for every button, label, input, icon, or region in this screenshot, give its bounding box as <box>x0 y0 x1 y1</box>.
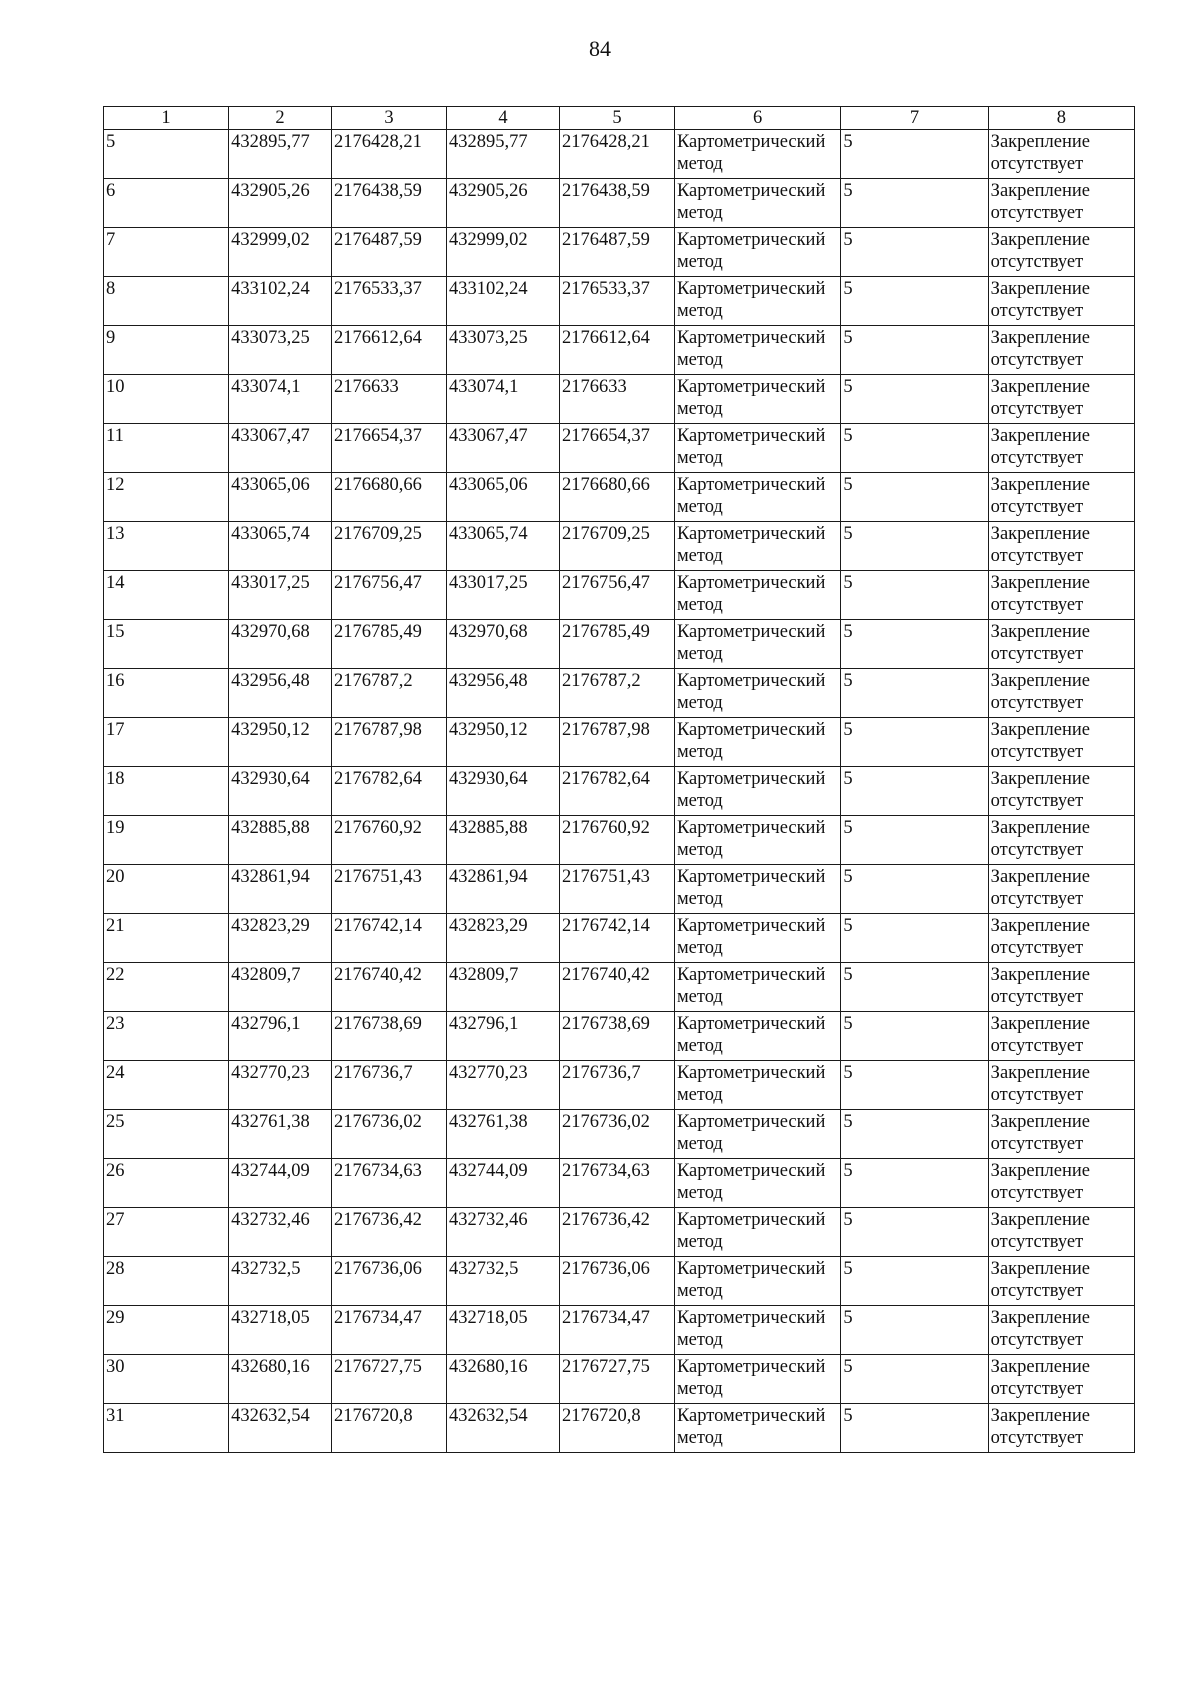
y-refined-cell: 2176734,63 <box>559 1159 674 1208</box>
fixing-cell: Закрепление отсутствует <box>988 1208 1134 1257</box>
accuracy-cell: 5 <box>841 669 988 718</box>
x-refined-cell: 432950,12 <box>446 718 559 767</box>
fixing-cell: Закрепление отсутствует <box>988 1306 1134 1355</box>
fixing-cell: Закрепление отсутствует <box>988 1159 1134 1208</box>
x-refined-cell: 432970,68 <box>446 620 559 669</box>
y-existing-cell: 2176738,69 <box>331 1012 446 1061</box>
y-existing-cell: 2176740,42 <box>331 963 446 1012</box>
method-cell: Картометрический метод <box>674 669 840 718</box>
accuracy-cell: 5 <box>841 963 988 1012</box>
y-refined-cell: 2176720,8 <box>559 1404 674 1453</box>
x-existing-cell: 432930,64 <box>229 767 332 816</box>
table-row <box>104 816 1135 865</box>
table-row <box>104 865 1135 914</box>
point-number-cell: 12 <box>104 473 229 522</box>
table-row <box>104 1355 1135 1404</box>
fixing-cell: Закрепление отсутствует <box>988 571 1134 620</box>
table-row <box>104 1306 1135 1355</box>
accuracy-cell: 5 <box>841 865 988 914</box>
y-existing-cell: 2176760,92 <box>331 816 446 865</box>
table-row <box>104 914 1135 963</box>
fixing-cell: Закрепление отсутствует <box>988 963 1134 1012</box>
method-cell: Картометрический метод <box>674 326 840 375</box>
point-number-cell: 22 <box>104 963 229 1012</box>
y-refined-cell: 2176782,64 <box>559 767 674 816</box>
y-refined-cell: 2176736,42 <box>559 1208 674 1257</box>
x-existing-cell: 432761,38 <box>229 1110 332 1159</box>
x-refined-cell: 432718,05 <box>446 1306 559 1355</box>
y-existing-cell: 2176727,75 <box>331 1355 446 1404</box>
point-number-cell: 16 <box>104 669 229 718</box>
fixing-cell: Закрепление отсутствует <box>988 179 1134 228</box>
method-cell: Картометрический метод <box>674 1355 840 1404</box>
method-cell: Картометрический метод <box>674 620 840 669</box>
fixing-cell: Закрепление отсутствует <box>988 620 1134 669</box>
y-refined-cell: 2176760,92 <box>559 816 674 865</box>
y-existing-cell: 2176438,59 <box>331 179 446 228</box>
point-number-cell: 13 <box>104 522 229 571</box>
point-number-cell: 20 <box>104 865 229 914</box>
y-refined-cell: 2176742,14 <box>559 914 674 963</box>
method-cell: Картометрический метод <box>674 522 840 571</box>
y-refined-cell: 2176612,64 <box>559 326 674 375</box>
y-refined-cell: 2176751,43 <box>559 865 674 914</box>
y-existing-cell: 2176428,21 <box>331 130 446 179</box>
x-refined-cell: 432885,88 <box>446 816 559 865</box>
column-header: 7 <box>841 107 988 130</box>
accuracy-cell: 5 <box>841 522 988 571</box>
x-existing-cell: 432999,02 <box>229 228 332 277</box>
fixing-cell: Закрепление отсутствует <box>988 424 1134 473</box>
y-refined-cell: 2176738,69 <box>559 1012 674 1061</box>
point-number-cell: 28 <box>104 1257 229 1306</box>
x-existing-cell: 432861,94 <box>229 865 332 914</box>
x-refined-cell: 433067,47 <box>446 424 559 473</box>
coordinates-table <box>103 106 1135 1453</box>
y-existing-cell: 2176533,37 <box>331 277 446 326</box>
method-cell: Картометрический метод <box>674 1061 840 1110</box>
column-header: 4 <box>446 107 559 130</box>
x-refined-cell: 432809,7 <box>446 963 559 1012</box>
fixing-cell: Закрепление отсутствует <box>988 228 1134 277</box>
x-existing-cell: 433073,25 <box>229 326 332 375</box>
method-cell: Картометрический метод <box>674 1110 840 1159</box>
x-existing-cell: 432744,09 <box>229 1159 332 1208</box>
y-refined-cell: 2176785,49 <box>559 620 674 669</box>
method-cell: Картометрический метод <box>674 571 840 620</box>
table-row <box>104 1110 1135 1159</box>
accuracy-cell: 5 <box>841 1110 988 1159</box>
x-existing-cell: 432950,12 <box>229 718 332 767</box>
fixing-cell: Закрепление отсутствует <box>988 669 1134 718</box>
y-refined-cell: 2176654,37 <box>559 424 674 473</box>
x-refined-cell: 433017,25 <box>446 571 559 620</box>
point-number-cell: 14 <box>104 571 229 620</box>
x-refined-cell: 432930,64 <box>446 767 559 816</box>
point-number-cell: 7 <box>104 228 229 277</box>
table-row <box>104 326 1135 375</box>
y-refined-cell: 2176787,98 <box>559 718 674 767</box>
x-refined-cell: 433065,06 <box>446 473 559 522</box>
x-refined-cell: 432861,94 <box>446 865 559 914</box>
table-row <box>104 1208 1135 1257</box>
method-cell: Картометрический метод <box>674 718 840 767</box>
y-refined-cell: 2176756,47 <box>559 571 674 620</box>
point-number-cell: 6 <box>104 179 229 228</box>
method-cell: Картометрический метод <box>674 1257 840 1306</box>
y-existing-cell: 2176720,8 <box>331 1404 446 1453</box>
fixing-cell: Закрепление отсутствует <box>988 277 1134 326</box>
y-refined-cell: 2176736,06 <box>559 1257 674 1306</box>
accuracy-cell: 5 <box>841 767 988 816</box>
table-row <box>104 375 1135 424</box>
accuracy-cell: 5 <box>841 130 988 179</box>
y-existing-cell: 2176751,43 <box>331 865 446 914</box>
column-header: 8 <box>988 107 1134 130</box>
accuracy-cell: 5 <box>841 277 988 326</box>
x-refined-cell: 433102,24 <box>446 277 559 326</box>
x-existing-cell: 432680,16 <box>229 1355 332 1404</box>
table-row <box>104 767 1135 816</box>
point-number-cell: 8 <box>104 277 229 326</box>
x-refined-cell: 432823,29 <box>446 914 559 963</box>
y-existing-cell: 2176633 <box>331 375 446 424</box>
x-refined-cell: 432905,26 <box>446 179 559 228</box>
y-existing-cell: 2176785,49 <box>331 620 446 669</box>
point-number-cell: 23 <box>104 1012 229 1061</box>
accuracy-cell: 5 <box>841 1061 988 1110</box>
x-existing-cell: 433067,47 <box>229 424 332 473</box>
x-existing-cell: 432732,5 <box>229 1257 332 1306</box>
y-refined-cell: 2176736,02 <box>559 1110 674 1159</box>
column-header: 2 <box>229 107 332 130</box>
accuracy-cell: 5 <box>841 1404 988 1453</box>
table-row <box>104 277 1135 326</box>
x-existing-cell: 432970,68 <box>229 620 332 669</box>
table-row <box>104 1404 1135 1453</box>
y-existing-cell: 2176756,47 <box>331 571 446 620</box>
fixing-cell: Закрепление отсутствует <box>988 522 1134 571</box>
y-refined-cell: 2176438,59 <box>559 179 674 228</box>
y-refined-cell: 2176709,25 <box>559 522 674 571</box>
y-existing-cell: 2176736,02 <box>331 1110 446 1159</box>
point-number-cell: 11 <box>104 424 229 473</box>
point-number-cell: 18 <box>104 767 229 816</box>
table-row <box>104 620 1135 669</box>
method-cell: Картометрический метод <box>674 473 840 522</box>
column-header: 6 <box>674 107 840 130</box>
fixing-cell: Закрепление отсутствует <box>988 473 1134 522</box>
point-number-cell: 9 <box>104 326 229 375</box>
x-existing-cell: 432732,46 <box>229 1208 332 1257</box>
x-existing-cell: 433074,1 <box>229 375 332 424</box>
accuracy-cell: 5 <box>841 620 988 669</box>
point-number-cell: 29 <box>104 1306 229 1355</box>
x-refined-cell: 433074,1 <box>446 375 559 424</box>
x-existing-cell: 432796,1 <box>229 1012 332 1061</box>
page-number: 84 <box>589 36 611 61</box>
column-header: 5 <box>559 107 674 130</box>
x-existing-cell: 432770,23 <box>229 1061 332 1110</box>
method-cell: Картометрический метод <box>674 375 840 424</box>
x-existing-cell: 432823,29 <box>229 914 332 963</box>
accuracy-cell: 5 <box>841 571 988 620</box>
table-header-row <box>104 107 1135 130</box>
accuracy-cell: 5 <box>841 228 988 277</box>
y-refined-cell: 2176633 <box>559 375 674 424</box>
fixing-cell: Закрепление отсутствует <box>988 1012 1134 1061</box>
x-refined-cell: 433073,25 <box>446 326 559 375</box>
table-row <box>104 522 1135 571</box>
x-existing-cell: 432632,54 <box>229 1404 332 1453</box>
fixing-cell: Закрепление отсутствует <box>988 326 1134 375</box>
accuracy-cell: 5 <box>841 718 988 767</box>
fixing-cell: Закрепление отсутствует <box>988 130 1134 179</box>
x-refined-cell: 432680,16 <box>446 1355 559 1404</box>
point-number-cell: 15 <box>104 620 229 669</box>
table-row <box>104 473 1135 522</box>
x-existing-cell: 433102,24 <box>229 277 332 326</box>
accuracy-cell: 5 <box>841 375 988 424</box>
y-existing-cell: 2176709,25 <box>331 522 446 571</box>
point-number-cell: 27 <box>104 1208 229 1257</box>
y-refined-cell: 2176727,75 <box>559 1355 674 1404</box>
x-refined-cell: 432761,38 <box>446 1110 559 1159</box>
y-refined-cell: 2176787,2 <box>559 669 674 718</box>
fixing-cell: Закрепление отсутствует <box>988 1061 1134 1110</box>
method-cell: Картометрический метод <box>674 865 840 914</box>
x-refined-cell: 432732,46 <box>446 1208 559 1257</box>
accuracy-cell: 5 <box>841 473 988 522</box>
point-number-cell: 31 <box>104 1404 229 1453</box>
accuracy-cell: 5 <box>841 1257 988 1306</box>
point-number-cell: 19 <box>104 816 229 865</box>
accuracy-cell: 5 <box>841 1355 988 1404</box>
point-number-cell: 25 <box>104 1110 229 1159</box>
point-number-cell: 17 <box>104 718 229 767</box>
y-refined-cell: 2176428,21 <box>559 130 674 179</box>
y-existing-cell: 2176787,2 <box>331 669 446 718</box>
method-cell: Картометрический метод <box>674 1404 840 1453</box>
fixing-cell: Закрепление отсутствует <box>988 375 1134 424</box>
x-existing-cell: 433065,74 <box>229 522 332 571</box>
x-existing-cell: 433017,25 <box>229 571 332 620</box>
point-number-cell: 24 <box>104 1061 229 1110</box>
x-existing-cell: 432956,48 <box>229 669 332 718</box>
x-refined-cell: 432796,1 <box>446 1012 559 1061</box>
x-refined-cell: 433065,74 <box>446 522 559 571</box>
table-row <box>104 1159 1135 1208</box>
column-header: 3 <box>331 107 446 130</box>
table-row <box>104 424 1135 473</box>
point-number-cell: 10 <box>104 375 229 424</box>
y-refined-cell: 2176740,42 <box>559 963 674 1012</box>
method-cell: Картометрический метод <box>674 1012 840 1061</box>
x-refined-cell: 432895,77 <box>446 130 559 179</box>
accuracy-cell: 5 <box>841 424 988 473</box>
method-cell: Картометрический метод <box>674 963 840 1012</box>
table-row <box>104 1061 1135 1110</box>
fixing-cell: Закрепление отсутствует <box>988 767 1134 816</box>
fixing-cell: Закрепление отсутствует <box>988 914 1134 963</box>
method-cell: Картометрический метод <box>674 179 840 228</box>
x-existing-cell: 432718,05 <box>229 1306 332 1355</box>
x-refined-cell: 432956,48 <box>446 669 559 718</box>
y-existing-cell: 2176734,47 <box>331 1306 446 1355</box>
x-existing-cell: 432809,7 <box>229 963 332 1012</box>
y-refined-cell: 2176680,66 <box>559 473 674 522</box>
y-existing-cell: 2176742,14 <box>331 914 446 963</box>
table-row <box>104 1257 1135 1306</box>
table-row <box>104 1012 1135 1061</box>
table-row <box>104 179 1135 228</box>
y-existing-cell: 2176680,66 <box>331 473 446 522</box>
method-cell: Картометрический метод <box>674 767 840 816</box>
y-existing-cell: 2176787,98 <box>331 718 446 767</box>
method-cell: Картометрический метод <box>674 424 840 473</box>
method-cell: Картометрический метод <box>674 228 840 277</box>
y-existing-cell: 2176487,59 <box>331 228 446 277</box>
y-existing-cell: 2176736,7 <box>331 1061 446 1110</box>
method-cell: Картометрический метод <box>674 1306 840 1355</box>
x-existing-cell: 432905,26 <box>229 179 332 228</box>
accuracy-cell: 5 <box>841 1159 988 1208</box>
accuracy-cell: 5 <box>841 1306 988 1355</box>
x-refined-cell: 432732,5 <box>446 1257 559 1306</box>
point-number-cell: 21 <box>104 914 229 963</box>
fixing-cell: Закрепление отсутствует <box>988 1110 1134 1159</box>
fixing-cell: Закрепление отсутствует <box>988 1355 1134 1404</box>
method-cell: Картометрический метод <box>674 1159 840 1208</box>
fixing-cell: Закрепление отсутствует <box>988 1257 1134 1306</box>
accuracy-cell: 5 <box>841 1208 988 1257</box>
accuracy-cell: 5 <box>841 179 988 228</box>
method-cell: Картометрический метод <box>674 816 840 865</box>
table-row <box>104 669 1135 718</box>
accuracy-cell: 5 <box>841 816 988 865</box>
table-row <box>104 963 1135 1012</box>
table-row <box>104 718 1135 767</box>
y-existing-cell: 2176736,06 <box>331 1257 446 1306</box>
fixing-cell: Закрепление отсутствует <box>988 816 1134 865</box>
x-existing-cell: 433065,06 <box>229 473 332 522</box>
fixing-cell: Закрепление отсутствует <box>988 1404 1134 1453</box>
method-cell: Картометрический метод <box>674 277 840 326</box>
accuracy-cell: 5 <box>841 326 988 375</box>
point-number-cell: 30 <box>104 1355 229 1404</box>
method-cell: Картометрический метод <box>674 130 840 179</box>
y-existing-cell: 2176782,64 <box>331 767 446 816</box>
accuracy-cell: 5 <box>841 1012 988 1061</box>
x-refined-cell: 432744,09 <box>446 1159 559 1208</box>
y-existing-cell: 2176736,42 <box>331 1208 446 1257</box>
y-refined-cell: 2176533,37 <box>559 277 674 326</box>
y-existing-cell: 2176654,37 <box>331 424 446 473</box>
fixing-cell: Закрепление отсутствует <box>988 718 1134 767</box>
y-refined-cell: 2176734,47 <box>559 1306 674 1355</box>
x-existing-cell: 432895,77 <box>229 130 332 179</box>
accuracy-cell: 5 <box>841 914 988 963</box>
table-row <box>104 228 1135 277</box>
x-refined-cell: 432999,02 <box>446 228 559 277</box>
method-cell: Картометрический метод <box>674 1208 840 1257</box>
x-existing-cell: 432885,88 <box>229 816 332 865</box>
y-existing-cell: 2176734,63 <box>331 1159 446 1208</box>
column-header: 1 <box>104 107 229 130</box>
method-cell: Картометрический метод <box>674 914 840 963</box>
fixing-cell: Закрепление отсутствует <box>988 865 1134 914</box>
y-refined-cell: 2176736,7 <box>559 1061 674 1110</box>
x-refined-cell: 432770,23 <box>446 1061 559 1110</box>
y-existing-cell: 2176612,64 <box>331 326 446 375</box>
y-refined-cell: 2176487,59 <box>559 228 674 277</box>
table-row <box>104 571 1135 620</box>
x-refined-cell: 432632,54 <box>446 1404 559 1453</box>
table-row <box>104 130 1135 179</box>
point-number-cell: 26 <box>104 1159 229 1208</box>
point-number-cell: 5 <box>104 130 229 179</box>
